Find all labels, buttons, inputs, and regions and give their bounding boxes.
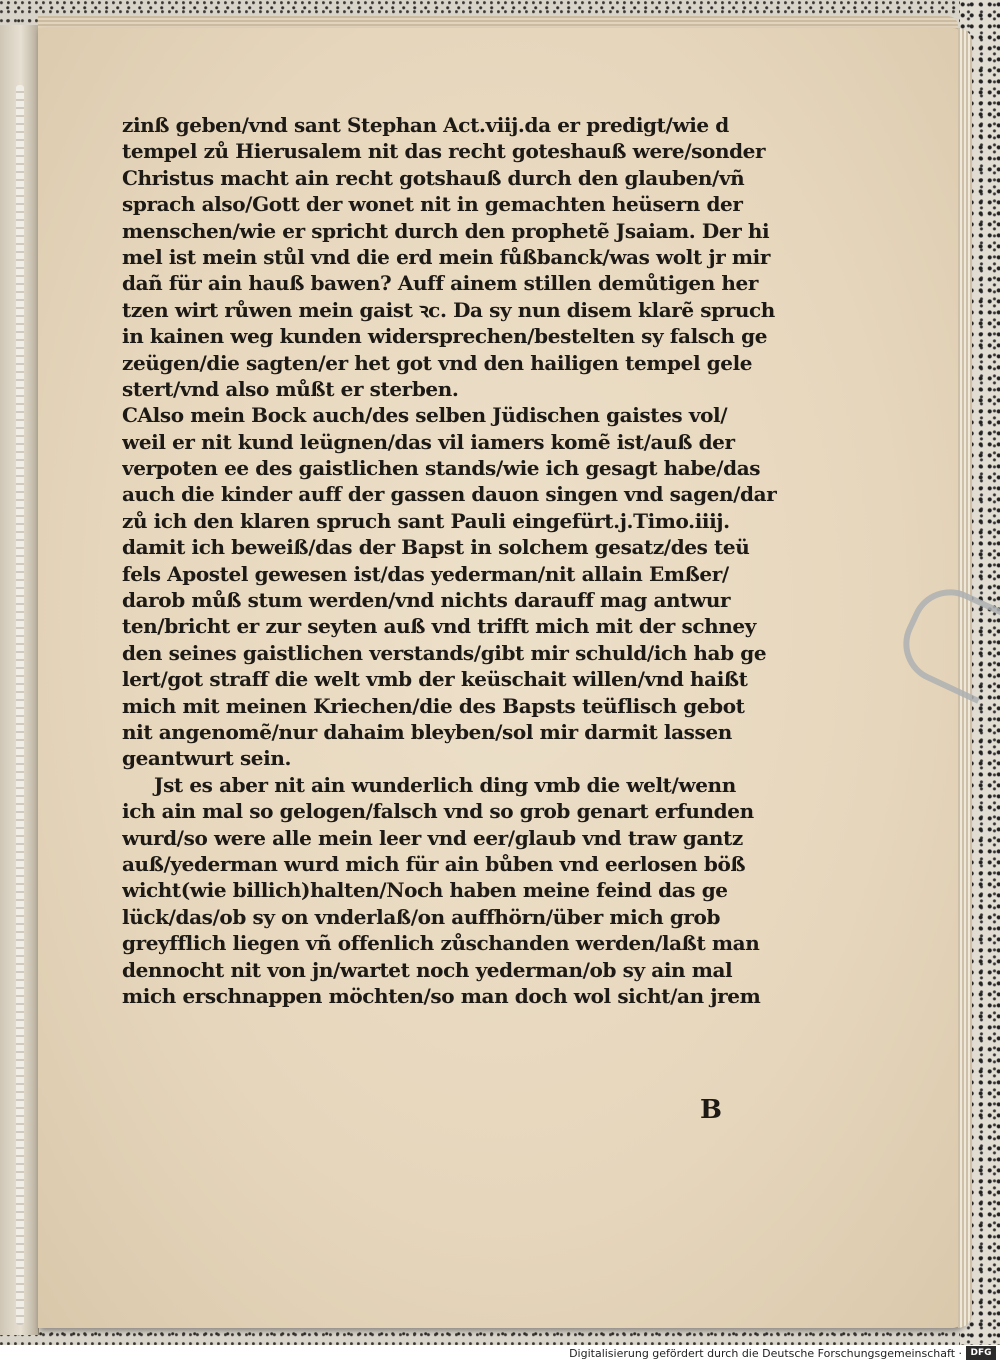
text-line: wicht(wie billich)halten/Noch haben meine feind das ge xyxy=(122,878,728,903)
text-line: stert/vnd also můßt er sterben. xyxy=(122,376,459,401)
signature-mark: B xyxy=(700,1095,722,1125)
text-line: damit ich beweiß/das der Bapst in solchem gesatz/des teü xyxy=(122,535,750,560)
text-line: Christus macht ain recht gotshauß durch den glauben/vñ xyxy=(122,165,745,190)
page-text xyxy=(122,112,812,1009)
text-line: auch die kinder auff der gassen dauon singen vnd sagen/dar xyxy=(122,482,777,507)
text-line: auß/yederman wurd mich für ain bůben vnd eerlosen böß xyxy=(122,851,746,876)
text-line: mich mit meinen Kriechen/die des Bapsts teüflisch gebot xyxy=(122,693,745,718)
text-line: ten/bricht er zur seyten auß vnd trifft mich mit der schney xyxy=(122,614,756,639)
binding-thread xyxy=(16,85,24,1325)
text-line: dennocht nit von jn/wartet noch yederman/ob sy ain mal xyxy=(122,957,733,982)
text-line: CAlso mein Bock auch/des selben Jüdischen gaistes vol/ xyxy=(122,403,728,428)
book-spine xyxy=(0,25,39,1335)
text-line: nit angenomẽ/nur dahaim bleyben/sol mir darmit lassen xyxy=(122,719,732,744)
text-line: sprach also/Gott der wonet nit in gemachten heüsern der xyxy=(122,192,743,217)
text-line: dañ für ain hauß bawen? Auff ainem stillen demůtigen her xyxy=(122,271,759,296)
text-line: wurd/so were alle mein leer vnd eer/glaub vnd traw gantz xyxy=(122,825,743,850)
text-line: mel ist mein stůl vnd die erd mein fůßbanck/was wolt jr mir xyxy=(122,244,771,269)
text-line: zinß geben/vnd sant Stephan Act.viij.da er predigt/wie d xyxy=(122,113,729,137)
text-line: geantwurt sein. xyxy=(122,746,292,771)
text-line: tzen wirt růwen mein gaist ꝛc. Da sy nun disem klarẽ spruch xyxy=(122,297,775,322)
text-line: weil er nit kund leügnen/das vil iamers komẽ ist/auß der xyxy=(122,429,735,454)
text-line: verpoten ee des gaistlichen stands/wie ich gesagt habe/das xyxy=(122,456,761,481)
text-line: greyfflich liegen vñ offenlich zůschanden werden/laßt man xyxy=(122,931,760,956)
text-line: zeügen/die sagten/er het got vnd den hailigen tempel gele xyxy=(122,350,753,375)
text-line: lert/got straff die welt vmb der keüschait willen/vnd haißt xyxy=(122,667,748,692)
text-line: mich erschnappen möchten/so man doch wol sicht/an jrem xyxy=(122,983,761,1008)
text-line: den seines gaistlichen verstands/gibt mir schuld/ich hab ge xyxy=(122,640,767,665)
text-line: lück/das/ob sy on vnderlaß/on auffhörn/über mich grob xyxy=(122,904,721,929)
text-line: fels Apostel gewesen ist/das yederman/nit allain Emßer/ xyxy=(122,561,729,586)
text-line: in kainen weg kunden widersprechen/bestelten sy falsch ge xyxy=(122,324,768,349)
text-line: zů ich den klaren spruch sant Pauli eingefürt.j.Timo.iiij. xyxy=(122,508,730,533)
text-line: tempel zů Hierusalem nit das recht goteshauß were/sonder xyxy=(122,139,766,164)
footer-credit: Digitalisierung gefördert durch die Deutsche Forschungsgemeinschaft · xyxy=(569,1347,962,1360)
dfg-logo: DFG xyxy=(966,1346,996,1360)
text-line: ich ain mal so gelogen/falsch vnd so grob genart erfunden xyxy=(122,799,754,824)
text-line: menschen/wie er spricht durch den prophetẽ Jsaiam. Der hi xyxy=(122,218,770,243)
text-line: Jst es aber nit ain wunderlich ding vmb die welt/wenn xyxy=(154,772,736,797)
text-line: darob můß stum werden/vnd nichts darauff mag antwur xyxy=(122,588,731,613)
